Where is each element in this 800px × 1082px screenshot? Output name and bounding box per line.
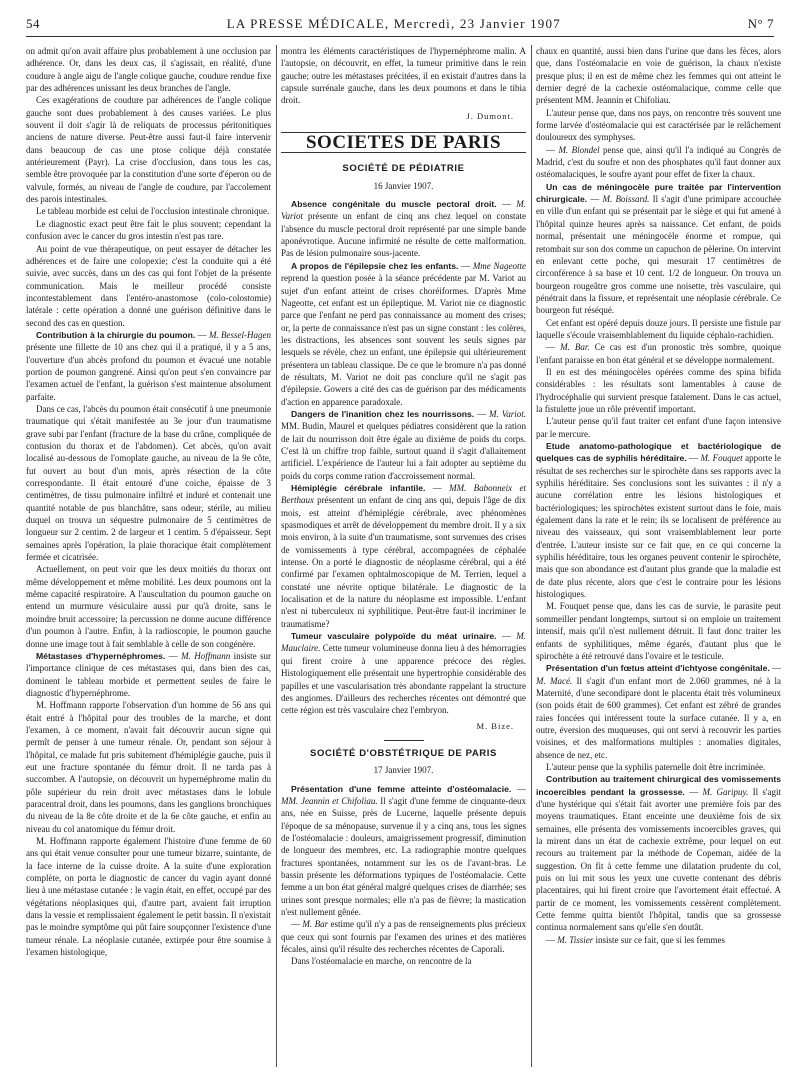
report-osteomalacie: Présentation d'une femme atteinte d'ostéomalacie. — MM. Jeannin et Chifoliau. Il s'agit d'une femme de cinquante-deux ans, née en Suisse, près de Lucerne, laquelle présente depuis l'époque de sa ménopause, survenue il y a cinq ans, tous les signes de l'ostéomalacie : douleurs, amaigrissement progressif, diminution de longueur des membres, etc. La radiographie montre quelques fractures spontanées, notamment sur les os de l'avant-bras. Le bassin présente les déformations typiques de l'ostéomalacie. Cette femme a un bon état général malgré quelques crises de diarrhée; ses urines sont presque normales; elle n'a pas de fièvre; la mastication n'est nullement gênée. [281, 783, 526, 917]
paragraph: L'auteur pense qu'il faut traiter cet enfant d'une façon intensive par le mercure. [536, 416, 781, 439]
report-text: Il s'agit d'une primipare accouchée en ville d'un enfant qui se présentait par le siège et qui fut amené à l'hôpital quinze heures après sa naissance. Cet enfant, de poids normal, présentait une méningocèle énorme et rompue, qui retombait sur son dos comme un capuchon de pèlerine. On intervint en enlevant cette poche, qui mesurait 17 centimètres de circonférence à sa base et 10 cent. 1/2 de longueur. On trouva un bourgeon rougeâtre gros comme une noisette, très vasculaire, qui pénétrait dans la fissure, et représentait une néoplasie cérébrale. Ce bourgeon fut réséqué. [536, 194, 781, 316]
report-ichtyose: Présentation d'un fœtus atteint d'ichtyose congénitale. — M. Macé. Il s'agit d'un enfant mort de 2.060 grammes, né à la Maternité, d'une secondipare dont le placenta était très volumineux (son poids était de 600 grammes). Cet enfant est zébré de grandes raies foncées qui intéressent toute la surface cutanée. Il y a, en outre, éversion des muqueuses, qui ont servi à recouvrir les parties voisines, et des malformations multiples : anomalies digitales, absence de nez, etc. [536, 663, 781, 760]
report-title: Présentation d'un fœtus atteint d'ichtyose congénitale. [546, 663, 770, 674]
section-title: SOCIETES DE PARIS [281, 132, 526, 153]
report-text: présente une fillette de 10 ans chez qui il a pratiqué, il y a 5 ans, l'ouverture d'un abcès profond du poumon et évacué une notable portion de poumon gangrené. Ainsi qu'on peut s'en convaincre par l'examen actuel de l'enfant, la guérison s'est maintenue absolument parfaite. [26, 342, 271, 402]
paragraph: Le tableau morbide est celui de l'occlusion intestinale chronique. [36, 206, 270, 217]
report-text: Il s'agit d'une femme de cinquante-deux ans, née en Suisse, près de Lucerne, laquelle présente depuis l'époque de sa ménopause, survenue il y a cinq ans, tous les signes de l'ostéomalacie : douleurs, amaigrissement progressif, diminution de longueur des membres, etc. La radiographie montre quelques fractures spontanées, notamment sur les os de l'avant-bras. Le bassin présente les déformations typiques de l'ostéomalacie. Cette femme a un bon état général malgré quelques crises de diarrhée; ses urines sont presque normales; elle n'a pas de fièvre; la mastication n'est nullement gênée. [281, 795, 526, 917]
paragraph: chaux en quantité, aussi bien dans l'urine que dans les fèces, alors que, dans l'ostéomalacie en voie de guérison, la chaux n'existe presque plus; il en est de même chez les femmes qui ont atteint le dernier degré de la cachexie ostéomalacique, comme celle que présentent MM. Jeannin et Chifoliau. [536, 46, 781, 106]
paragraph: M. Hoffmann rapporte l'observation d'un homme de 56 ans qui était entré à l'hôpital pour des troubles de la marche, et dont l'examen, à ce moment, n'avait fait découvrir aucun signe qui permît de penser à une tumeur rénale. Or, pendant son séjour à l'hôpital, ce malade fut pris subitement d'hémiplégie gauche, puis il eut une fracture spontanée du fémur droit. Il ne tarda pas à succomber. A l'autopsie, on découvrit un hypernéphrome malin du pôle supérieur du rein droit avec métastases dans le lobule paracentral droit, dans les poumons, dans les ganglions bronchiques du niveau de la 8e côte droite et de la 6e côte gauche, et enfin au niveau du col anatomique du fémur droit. [26, 700, 271, 834]
report-title: Hémiplégie cérébrale infantile. [291, 483, 426, 493]
signature: M. Bize. [476, 720, 514, 731]
paragraph: Le diagnostic exact peut être fait le plus souvent; cependant la confusion avec le cancer du gros intestin n'est pas rare. [26, 218, 271, 242]
report-title: Etude anatomo-pathologique et bactériologique de quelques cas de syphilis héréditaire. [536, 441, 781, 464]
report-title: Contribution au traitement chirurgical des vomissements incoercibles pendant la grossesse. [536, 774, 781, 797]
report-text: insiste sur ce fait, que si les femmes [593, 934, 725, 945]
header-rule [26, 36, 774, 37]
society-name: SOCIÉTÉ D'OBSTÉTRIQUE DE PARIS [310, 747, 497, 759]
column-1 [26, 45, 271, 1067]
report-pectoral: Absence congénitale du muscle pectoral droit. — M. Variot présente un enfant de cinq ans chez lequel on constate l'absence du muscle pectoral droit représenté par une simple bande aponévrotique. Aucune infirmité ne résulte de cette malformation. Pas de lésion pulmonaire sous-jacente. [281, 199, 526, 259]
report-text: présente un enfant de cinq ans chez lequel on constate l'absence du muscle pectoral droit représenté par une simple bande aponévrotique. Aucune infirmité ne résulte de cette malformation. Pas de lésion pulmonaire sous-jacente. [281, 211, 526, 259]
column-divider-1 [276, 45, 277, 1067]
column-divider-2 [531, 45, 532, 1067]
report-title: Contribution à la chirurgie du poumon. [36, 329, 196, 340]
page-header [26, 16, 774, 34]
paragraph: Actuellement, on peut voir que les deux moitiés du thorax ont même développement et même mobilité. Les deux poumons ont la même capacité respiratoire. A l'auscultation du poumon gauche on entend un murmure vésiculaire aussi pur qu'à droite, sans le moindre bruit accessoire; la percussion ne donne aucune différence d'un poumon à l'autre. Enfin, à la radioscopie, le poumon gauche donne une image tout à fait semblable à celle de son congénère. [26, 564, 271, 649]
paragraph: Il en est des méningocèles opérées comme des spina bifida considérables : les résultats sont lamentables à cause de l'hydrocéphalie qui survient presque fatalement. Dans le cas actuel, la fistulette joue un rôle préventif important. [536, 366, 781, 414]
paragraph: M. Fouquet pense que, dans les cas de survie, le parasite peut sommeiller pendant longtemps, surtout si on emploie un traitement intensif, mais qu'il n'est nullement détruit. Il faut donc traiter les enfants de syphilitiques, même égarés, d'autant plus que le spirochète a été retrouvé dans l'ovaire et le testicule. [536, 601, 781, 661]
report-text: pense que, ainsi qu'il l'a indiqué au Congrès de Madrid, c'est du soufre et non des phosphates qu'il faut donner aux ostéomalaciques, le soufre ayant pour effet de fixer la chaux. [536, 144, 781, 180]
report-author: MM. Babonneix et Berthaux [281, 483, 526, 506]
society-name: SOCIÉTÉ DE PÉDIATRIE [342, 163, 465, 175]
report-text: Cette tumeur volumineuse donna lieu à des hémorragies qui firent croire à une apparence précoce des règles. Histologiquement elle présentait une hypertrophie considérable des papilles et une vascularisation très abondante rappelant la structure des angiomes. D'ailleurs des recherches récentes ont démontré que cette région est très vasculaire chez l'embryon. [281, 643, 526, 716]
report-author: M. Variot [281, 199, 526, 222]
report-author: M. Tissier [557, 934, 594, 945]
report-author: M. Bar [302, 919, 329, 930]
session-date: 16 Janvier 1907. [373, 180, 434, 191]
paragraph: L'auteur pense que la syphilis paternelle doit être incriminée. [546, 761, 766, 772]
report-bar-pronostic: — M. Bar. Ce cas est d'un pronostic très sombre, quoique l'enfant paraisse en bon état général et se développe normalement. [536, 342, 781, 365]
paragraph: Au point de vue thérapeutique, on peut essayer de détacher les adhérences et de faire une colopexie; c'est la conduite qui a été suivie, avec succès, dans un des cas qui font l'objet de la présente communication. Mais le meilleur procédé consiste incontestablement dans l'entéro-anastomose (colo-colostomie) latérale : cette opération a donné une guérison définitive dans le second des cas en question. [26, 243, 271, 328]
report-author: M. Variot. [489, 408, 526, 419]
report-tumeur-vasculaire: Tumeur vasculaire polypoïde du méat urinaire. — M. Mauclaire. Cette tumeur volumineuse donna lieu à des hémorragies qui firent croire à une apparence précoce des règles. Histologiquement elle présentait une hypertrophie considérable des papilles et une vascularisation très abondante rappelant la structure des angiomes. D'ailleurs des recherches récentes ont démontré que cette région est très vasculaire chez l'embryon. [281, 631, 526, 716]
report-author: M. Fouquet [700, 453, 743, 464]
report-bar: — M. Bar estime qu'il n'y a pas de renseignements plus précieux que ceux qui sont fournis par l'examen des urines et des matières fécales, ainsi qu'il résulte des recherches récentes de Caporali. [281, 919, 526, 955]
session-date: 17 Janvier 1907. [373, 765, 434, 776]
report-metastases: Métastases d'hypernéphromes. — M. Hoffmann insiste sur l'importance clinique de ces métastases qui, dans bien des cas, dominent le tableau morbide et permettent seules de faire le diagnostic d'hypernéphrome. [26, 650, 271, 698]
report-text: Ce cas est d'un pronostic très sombre, quoique l'enfant paraisse en bon état général et se développe normalement. [536, 342, 781, 365]
report-title: Tumeur vasculaire polypoïde du méat urinaire. [291, 631, 497, 642]
signature: J. Dumont. [466, 110, 514, 121]
report-vomissements: Contribution au traitement chirurgical des vomissements incoercibles pendant la grossesse. — M. Garipuy. Il s'agit d'une hystérique qui s'était fait avorter une première fois par des moyens traumatiques. Etant enceinte une deuxième fois de six semaines, elle présenta des vomissements incoercibles graves, qui la mirent dans un état de cachexie extrême, pour lequel on eut recours au traitement par la méthode de Copeman, aidée de la suggestion. On fit à cette femme une dilatation prudente du col, puis on lui mit sous les yeux une cuvette contenant des débris placentaires, qui lui firent croire que l'avortement était effectué. A partir de ce moment, les vomissements cessèrent complètement. Cette femme quitta bientôt l'hôpital, tandis que sa grossesse continua normalement sans qu'elle s'en doutât. [536, 774, 781, 933]
page-number: 54 [26, 16, 40, 31]
paragraph: montra les éléments caractéristiques de l'hypernéphrome malin. A l'autopsie, on découvrit, en effet, la tumeur primitive dans le rein gauche; outre les métastases précitées, il en existait d'autres dans la capsule surrénale gauche, dans les deux poumons et dans le tibia droit. [281, 46, 526, 106]
report-author: M. Bessel-Hagen [208, 329, 271, 340]
report-title: Dangers de l'inanition chez les nourrissons. [291, 408, 475, 419]
masthead-title: LA PRESSE MÉDICALE, Mercredi, 23 Janvier 1907 [226, 16, 561, 31]
report-author: MM. Jeannin et Chifoliau. [281, 795, 378, 806]
paragraph: on admit qu'on avait affaire plus probablement à une occlusion par adhérence. Or, dans les deux cas, il s'agissait, en réalité, d'une coudure à angle aigu de l'angle colique gauche, coudure rendue fixe par des adhérences unissant les deux branches de l'angle. [26, 46, 271, 94]
report-author: M. Boissard. [602, 194, 650, 205]
report-author: M. Blondel [558, 144, 600, 155]
report-text: présentent un enfant de cinq ans qui, depuis l'âge de dix mois, est atteint d'hémiplégie cérébrale, avec phénomènes spasmodiques et arrêt de développement du membre droit. Il y a six mois environ, à la suite d'un traumatisme, sont survenues des crises de vomissements à type cérébral, accompagnées de céphalée intense. On a porté le diagnostic de néoplasme cérébral, qui a été confirmé par l'examen ophtalmoscopique de M. Terrien, lequel a constaté une névrite optique bilatérale. Le diagnostic de la localisation et de la nature du néoplasme est impossible. L'enfant n'est ni tuberculeux ni syphilitique. Peut-être faut-il incriminer le traumatisme? [281, 495, 526, 629]
report-author: M. Hoffmann [181, 650, 231, 661]
paragraph: Dans l'ostéomalacie en marche, on rencontre de la [291, 956, 472, 967]
section-rule [384, 740, 424, 741]
report-author: M. Macé. [536, 675, 573, 686]
report-hemiplegie: Hémiplégie cérébrale infantile. — MM. Babonneix et Berthaux présentent un enfant de cinq ans qui, depuis l'âge de dix mois, est atteint d'hémiplégie cérébrale, avec phénomènes spasmodiques et arrêt de développement du membre droit. Il y a six mois environ, à la suite d'un traumatisme, sont survenues des crises de vomissements à type cérébral, accompagnées de céphalée intense. On a porté le diagnostic de néoplasme cérébral, qui a été confirmé par l'examen ophtalmoscopique de M. Terrien, lequel a constaté une névrite optique bilatérale. Le diagnostic de la localisation et de la nature du néoplasme est impossible. L'enfant n'est ni tuberculeux ni syphilitique. Peut-être faut-il incriminer le traumatisme? [281, 483, 526, 629]
report-epilepsie: A propos de l'épilepsie chez les enfants. — Mme Nageotte reprend la question posée à la séance précédente par M. Variot au sujet d'un enfant atteint de crises choréiformes. D'après Mme Nageotte, cet enfant est un épileptique. M. Variot nie ce diagnostic parce que l'enfant ne perd pas connaissance au moment des crises; or, la perte de connaissance n'est pas un signe constant : les colères, les distractions, les absences sont souvent les seuls signes par lesquels se révèle, chez un enfant, une épilepsie qui ultérieurement présentera un tableau classique. De ce que le bromure n'a pas donné de résultats, M. Variot ne doit pas conclure qu'il ne s'agit pas d'épilepsie. Gowers a cité des cas de guérison par des médicaments d'action en apparence paradoxale. [281, 260, 526, 407]
report-title: Absence congénitale du muscle pectoral droit. [291, 199, 497, 210]
report-meningocele: Un cas de méningocèle pure traitée par l'intervention chirurgicale. — M. Boissard. Il s'agit d'une primipare accouchée en ville d'un enfant qui se présentait par le siège et qui fut amené à l'hôpital quinze heures après sa naissance. Cet enfant, de poids normal, présentait une méningocèle énorme et rompue, qui retombait sur son dos comme un capuchon de pèlerine. On intervint en enlevant cette poche, qui mesurait 17 centimètres de circonférence à sa base et 10 cent. 1/2 de longueur. On trouva un bourgeon rougeâtre gros comme une noisette, très vasculaire, qui pénétrait dans la fissure, et représentait une néoplasie cérébrale. Ce bourgeon fut réséqué. [536, 181, 781, 316]
report-text: estime qu'il n'y a pas de renseignements plus précieux que ceux qui sont fournis par l'examen des urines et des matières fécales, ainsi qu'il résulte des recherches récentes de Caporali. [281, 919, 526, 955]
report-title: A propos de l'épilepsie chez les enfants. [291, 260, 459, 271]
paragraph: Ces exagérations de coudure par adhérences de l'angle colique gauche sont dues probablement à des causes variées. Le plus souvent il doit s'agir là de reliquats de processus péritonitiques anciens de nature diverse. Peut-être aussi faut-il faire intervenir dans beaucoup de cas une ptose colique déjà constatée antérieurement (Payr). La crise d'occlusion, dans tous les cas, semble être provoquée par la constitution d'une sorte d'éperon ou de valvule, formés, au niveau de l'angle de coudure, par l'accolement des parois intestinales. [26, 95, 271, 205]
report-author: M. Mauclaire. [281, 631, 526, 654]
column-3 [536, 45, 781, 1067]
issue-number: N° 7 [747, 16, 774, 31]
paragraph: L'auteur pense que, dans nos pays, on rencontre très souvent une forme larvée d'ostéomalacie qui est caractérisée par le relâchement douloureux des symphyses. [536, 107, 781, 143]
paragraph: Cet enfant est opéré depuis douze jours. Il persiste une fistule par laquelle s'écoule vraisemblablement du liquide céphalo-rachidien. [536, 317, 781, 340]
report-contribution-poumon: Contribution à la chirurgie du poumon. — M. Bessel-Hagen présente une fillette de 10 ans chez qui il a pratiqué, il y a 5 ans, l'ouverture d'un abcès profond du poumon et évacué une notable portion de poumon gangrené. Ainsi qu'on peut s'en convaincre par l'examen actuel de l'enfant, la guérison s'est maintenue absolument parfaite. [26, 329, 271, 402]
report-text: insiste sur l'importance clinique de ces métastases qui, dans bien des cas, dominent le tableau morbide et permettent seules de faire le diagnostic d'hypernéphrome. [26, 650, 271, 698]
report-syphilis: Etude anatomo-pathologique et bactériologique de quelques cas de syphilis héréditaire. — M. Fouquet apporte le résultat de ses recherches sur le spirochète dans ses rapports avec la syphilis héréditaire. Ses conclusions sont les suivantes : il n'y a aucune corrélation entre les lésions histologiques et bactériologiques; les spirochètes existent surtout dans le foie, mais également dans la rate et le rein; ils se localisent de préférence au niveau des vaisseaux, qui sont vraisemblablement leur porte d'entrée. L'auteur insiste sur ce fait que, en ce qui concerne la syphilis héréditaire, tous les organes peuvent contenir le spirochète, mais que son abondance est d'autant plus grande que la maladie est de date plus récente, alors que c'est le contraire pour les lésions histologiques. [536, 441, 781, 600]
report-text: MM. Budin, Maurel et quelques pédiatres considèrent que la ration de lait du nourrisson doit être égale au dixième de poids du corps. C'est là un chiffre trop faible, surtout quand il s'agit d'allaitement artificiel. L'expérience de l'auteur lui a fait adopter au septième du poids du corps comme ration d'accroissement normal. [281, 421, 526, 481]
report-author: Mme Nageotte [472, 260, 526, 271]
report-author: M. Bar. [560, 342, 590, 353]
report-text: Il s'agit d'un enfant mort de 2.060 grammes, né à la Maternité, d'une secondipare dont le placenta était très volumineux (son poids était de 600 grammes). Cet enfant est zébré de grandes raies foncées qui intéressent toute la surface cutanée. Il y a, en outre, éversion des muqueuses, qui ont servi à recouvrir les parties voisines, et des malformations multiples : anomalies digitales, absence de nez, etc. [536, 675, 781, 760]
paragraph: M. Hoffmann rapporte également l'histoire d'une femme de 60 ans qui était venue consulter pour une tumeur bizarre, suintante, de la face interne de la cuisse droite. A la suite d'une exploration complète, on porta le diagnostic de cancer du vagin ayant donné lieu à une métastase cutanée : le vagin était, en effet, occupé par des végétations néoplasiques qui, d'autre part, avaient fait irruption dans la vessie et remplissaient également le petit bassin. Il n'existait pas le moindre symptôme qui pût faire soupçonner l'existence d'une tumeur rénale. La néoplasie cutanée, extirpée pour être soumise à l'examen histologique, [26, 836, 271, 958]
report-author: M. Garipuy. [702, 786, 749, 797]
report-text: apporte le résultat de ses recherches sur le spirochète dans ses rapports avec la syphilis héréditaire. Ses conclusions sont les suivantes : il n'y a aucune corrélation entre les lésions histologiques et bactériologiques; les spirochètes existent surtout dans le foie, mais également dans la rate et le rein; ils se localisent de préférence au niveau des vaisseaux, qui sont vraisemblablement leur porte d'entrée. L'auteur insiste sur ce fait que, en ce qui concerne la syphilis héréditaire, tous les organes peuvent contenir le spirochète, mais que son abondance est d'autant plus grande que la maladie est de date plus récente, alors que c'est le contraire pour les lésions histologiques. [536, 453, 781, 600]
report-tissier: — M. Tissier insiste sur ce fait, que si les femmes [546, 934, 725, 945]
report-title: Un cas de méningocèle pure traitée par l'intervention chirurgicale. [536, 181, 781, 205]
report-title: Métastases d'hypernéphromes. [36, 650, 166, 661]
paragraph: Dans ce cas, l'abcès du poumon était consécutif à une pneumonie traumatique qui s'était manifestée au 3e jour d'un traumatisme grave subi par l'enfant (fracture de la base du crâne, compliquée de contusion du thorax et de l'abdomen). Cet abcès, qu'on avait localisé au-dessous de l'omoplate gauche, au niveau de la 9e côte, fut ouvert au bout d'un mois, après résection de la côte correspondante. Il était entouré d'une coiche, épaisse de 3 centimètres, de tissu pulmonaire infiltré et induré et contenait une quantité notable de pus blanchâtre, sans odeur, stérile, au milieu duquel on trouva un séquestre pulmonaire de 5 centimètres de longueur sur 2 centim. 2 de largeur et 1 centim. 5 d'épaisseur. Sept semaines après l'opération, la plaie thoracique était complètement fermée et cicatrisée. [26, 403, 271, 563]
report-text: Il s'agit d'une hystérique qui s'était fait avorter une première fois par des moyens traumatiques. Etant enceinte une deuxième fois de six semaines, elle présenta des vomissements incoercibles graves, qui la mirent dans un état de cachexie extrême, pour lequel on eut recours au traitement par la méthode de Copeman, aidée de la suggestion. On fit à cette femme une dilatation prudente du col, puis on lui mit sous les yeux une cuvette contenant des débris placentaires, qui lui firent croire que l'avortement était effectué. A partir de ce moment, les vomissements cessèrent complètement. Cette femme quitta bientôt l'hôpital, tandis que sa grossesse continua normalement sans qu'elle s'en doutât. [536, 786, 781, 933]
report-inanition: Dangers de l'inanition chez les nourrissons. — M. Variot. MM. Budin, Maurel et quelques pédiatres considèrent que la ration de lait du nourrisson doit être égale au dixième de poids du corps. C'est là un chiffre trop faible, surtout quand il s'agit d'allaitement artificiel. L'expérience de l'auteur lui a fait adopter au septième du poids du corps comme ration d'accroissement normal. [281, 408, 526, 481]
column-2 [281, 45, 526, 1067]
report-title: Présentation d'une femme atteinte d'ostéomalacie. [291, 783, 512, 794]
report-blondel: — M. Blondel pense que, ainsi qu'il l'a indiqué au Congrès de Madrid, c'est du soufre et non des phosphates qu'il faut donner aux ostéomalaciques, le soufre ayant pour effet de fixer la chaux. [536, 144, 781, 180]
report-text: reprend la question posée à la séance précédente par M. Variot au sujet d'un enfant atteint de crises choréiformes. D'après Mme Nageotte, cet enfant est un épileptique. M. Variot nie ce diagnostic parce que l'enfant ne perd pas connaissance au moment des crises; or, la perte de connaissance n'est pas un signe constant : les colères, les distractions, les absences sont souvent les seuls signes par lesquels se révèle, chez un enfant, une épilepsie qui ultérieurement présentera un tableau classique. De ce que le bromure n'a pas donné de résultats, M. Variot ne doit pas conclure qu'il ne s'agit pas d'épilepsie. Gowers a cité des cas de guérison par des médicaments d'action en apparence paradoxale. [281, 273, 526, 407]
